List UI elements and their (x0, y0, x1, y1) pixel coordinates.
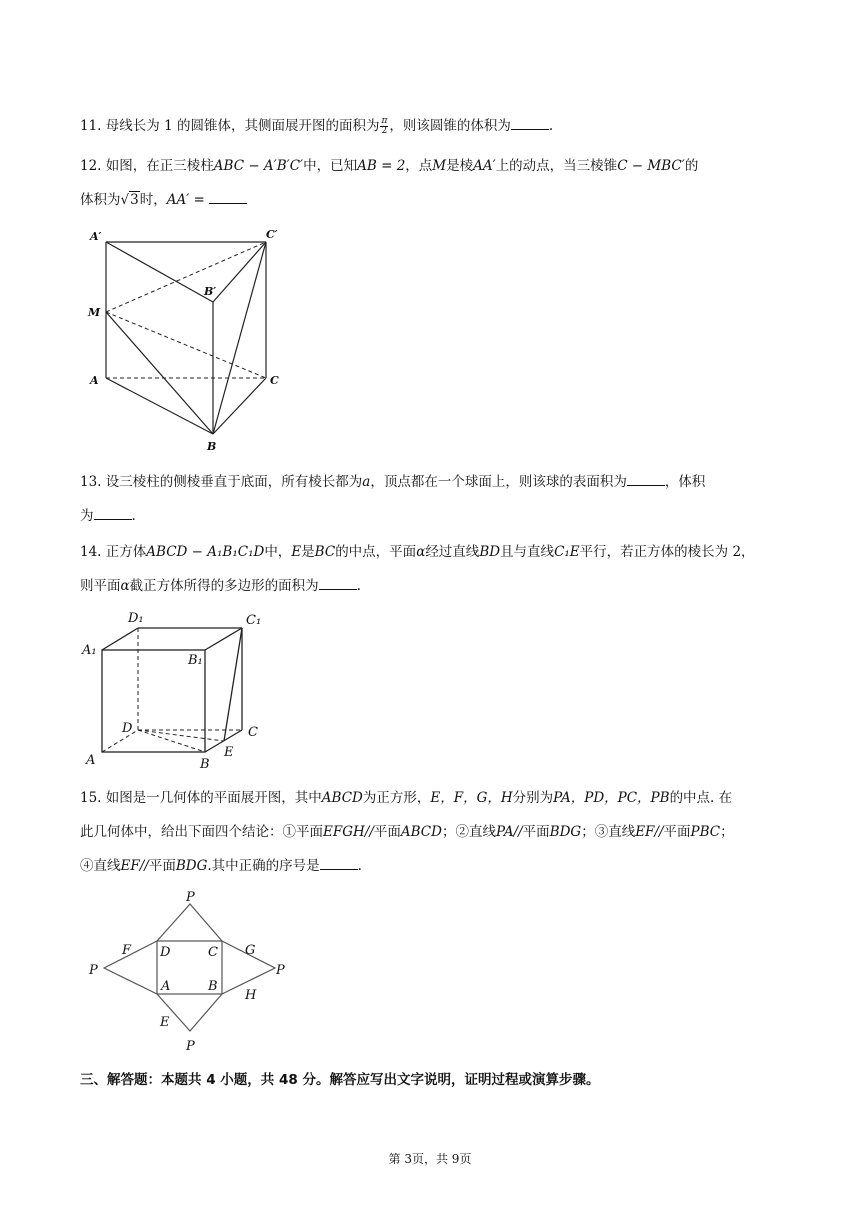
question-15: 15. 如图是一几何体的平面展开图，其中ABCD为正方形，E，F，G，H分别为PA，PD，PC，PB的中点. 在 (80, 790, 733, 806)
cube-figure (80, 606, 280, 776)
label-C1: C₁ (246, 613, 262, 628)
label-C-prime: C′ (266, 228, 278, 241)
label-B: B (200, 757, 210, 772)
prism-figure (80, 222, 300, 457)
label-A1: A₁ (82, 643, 97, 658)
label-B-prime: B′ (204, 285, 217, 298)
question-14-line2: 则平面α截正方体所得的多边形的面积为 . (80, 578, 361, 594)
label-D1: D₁ (128, 611, 144, 626)
label-E: E (160, 1015, 170, 1030)
question-12: 12. 如图，在正三棱柱ABC − A′B′C′中，已知AB = 2，点M是棱AA′上的动点，当三棱锥C − MBC′的 (80, 158, 699, 174)
label-D: D (160, 945, 171, 960)
label-F: F (122, 943, 132, 958)
label-C: C (208, 945, 218, 960)
label-P-top: P (186, 890, 195, 905)
q11-fraction: $\frac{\pi}{2}$ (381, 116, 388, 136)
label-G: G (245, 943, 256, 958)
label-M: M (88, 306, 101, 319)
answer-blank (94, 507, 132, 520)
label-A: A (161, 979, 171, 994)
label-P-bottom: P (186, 1039, 195, 1054)
question-15-line3: ④直线EF//平面BDG.其中正确的序号是 . (80, 858, 362, 874)
question-14: 14. 正方体ABCD − A₁B₁C₁D中，E是BC的中点，平面α经过直线BD且与直线C₁E平行，若正方体的棱长为 2， (80, 544, 755, 560)
label-D: D (122, 721, 133, 736)
page-footer: 第 3页，共 9页 (388, 1152, 472, 1166)
question-13-line2: 为 . (80, 508, 136, 524)
question-11: 11. 母线长为 1 的圆锥体，其侧面展开图的面积为 $\frac{\pi}{2}$ ，则该圆锥的体积为 . (80, 116, 554, 136)
question-15-line2: 此几何体中，给出下面四个结论：①平面EFGH//平面ABCD；②直线PA//平面BDG；③直线EF//平面PBC； (80, 824, 734, 840)
label-B: B (208, 979, 218, 994)
label-A-prime: A′ (90, 230, 102, 243)
section-heading: 三、解答题：本题共 4 小题，共 48 分。解答应写出文字说明，证明过程或演算步骤。 (80, 1072, 600, 1088)
label-C: C (270, 374, 279, 387)
answer-blank (320, 857, 358, 870)
label-P-left: P (89, 963, 98, 978)
label-B1: B₁ (188, 653, 203, 668)
net-figure (80, 888, 300, 1058)
answer-blank (209, 191, 247, 204)
label-H: H (245, 988, 257, 1003)
label-C: C (248, 725, 258, 740)
q11-text: 母线长为 1 的圆锥体，其侧面展开图的面积为 (105, 118, 380, 134)
question-13: 13. 设三棱柱的侧棱垂直于底面，所有棱长都为a，顶点都在一个球面上，则该球的表面积为 ，体积 (80, 474, 706, 490)
label-P-right: P (276, 963, 285, 978)
answer-blank (627, 473, 665, 486)
q11-number: 11. (80, 118, 102, 134)
label-A: A (90, 374, 99, 387)
answer-blank (511, 117, 549, 130)
label-B: B (207, 440, 217, 453)
question-12-line2: 体积为√3时，AA′ = (80, 190, 247, 210)
label-E: E (224, 745, 234, 760)
label-A: A (86, 753, 96, 768)
answer-blank (319, 577, 357, 590)
